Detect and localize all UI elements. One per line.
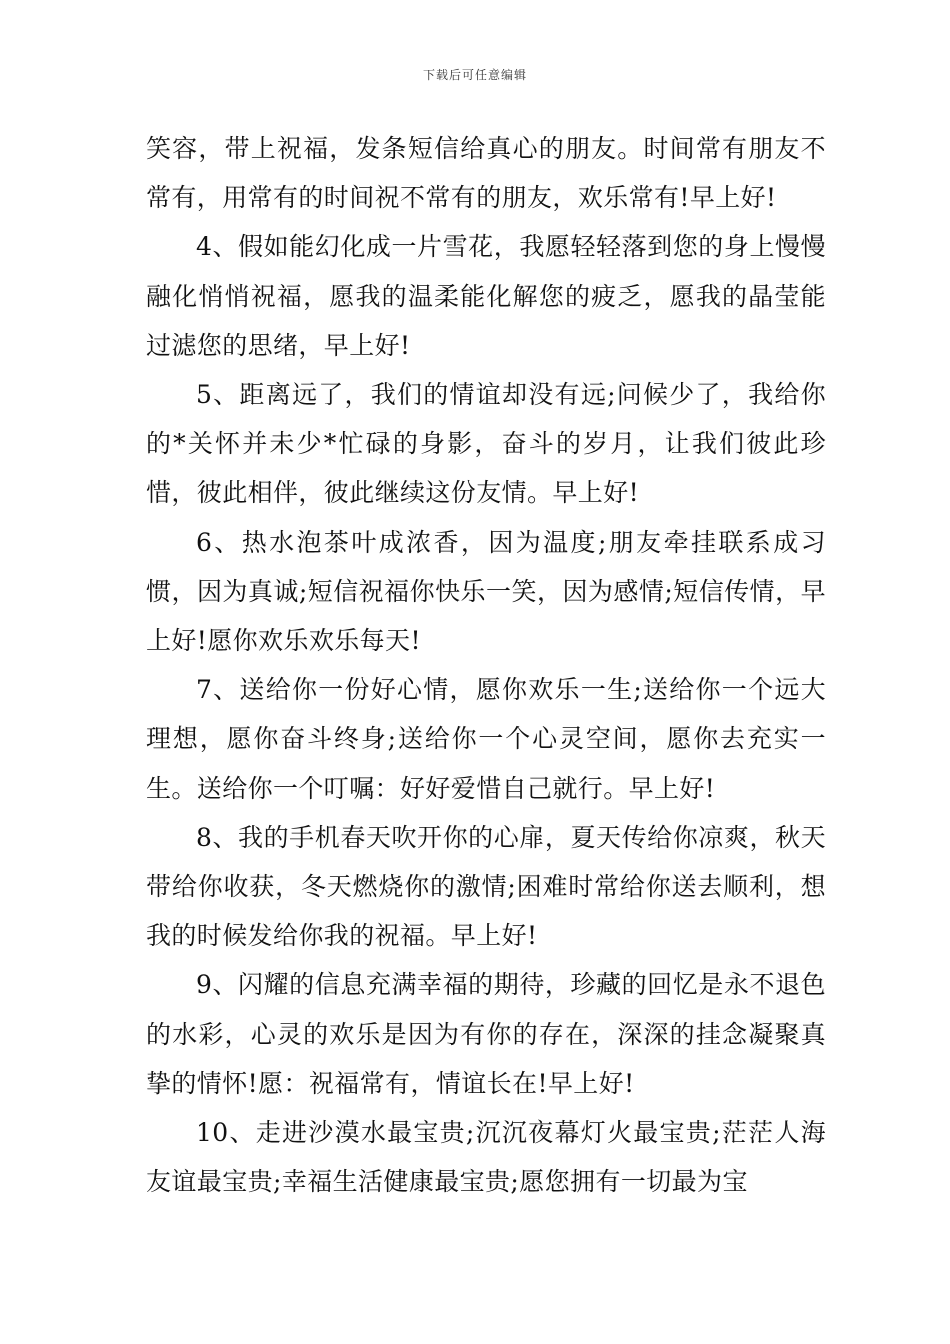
paragraph-item-8: 8、我的手机春天吹开你的心扉，夏天传给你凉爽，秋天带给你收获，冬天燃烧你的激情;困难时常给你送去顺利，想我的时候发给你我的祝福。早上好!: [146, 822, 826, 951]
page-header: 下载后可任意编辑: [422, 68, 527, 82]
paragraph-continuation: 笑容，带上祝福，发条短信给真心的朋友。时间常有朋友不常有，用常有的时间祝不常有的朋友，欢乐常有!早上好!: [146, 134, 826, 213]
paragraph-item-4: 4、假如能幻化成一片雪花，我愿轻轻落到您的身上慢慢融化悄悄祝福，愿我的温柔能化解您的疲乏，愿我的晶莹能过滤您的思绪，早上好!: [146, 232, 826, 360]
paragraph-item-7: 7、送给你一份好心情，愿你欢乐一生;送给你一个远大理想，愿你奋斗终身;送给你一个心灵空间，愿你去充实一生。送给你一个叮嘱：好好爱惜自己就行。早上好!: [146, 675, 826, 803]
document-body: [146, 124, 826, 1206]
paragraph-item-6: 6、热水泡茶叶成浓香，因为温度;朋友牵挂联系成习惯，因为真诚;短信祝福你快乐一笑，因为感情;短信传情，早上好!愿你欢乐欢乐每天!: [146, 527, 826, 656]
paragraph-item-10: 10、走进沙漠水最宝贵;沉沉夜幕灯火最宝贵;茫茫人海友谊最宝贵;幸福生活健康最宝贵;愿您拥有一切最为宝: [146, 1118, 826, 1197]
paragraph-item-9: 9、闪耀的信息充满幸福的期待，珍藏的回忆是永不退色的水彩，心灵的欢乐是因为有你的存在，深深的挂念凝聚真挚的情怀!愿：祝福常有，情谊长在!早上好!: [146, 970, 826, 1098]
paragraph-item-5: 5、距离远了，我们的情谊却没有远;问候少了，我给你的*关怀并未少*忙碌的身影，奋斗的岁月，让我们彼此珍惜，彼此相伴，彼此继续这份友情。早上好!: [146, 380, 826, 508]
